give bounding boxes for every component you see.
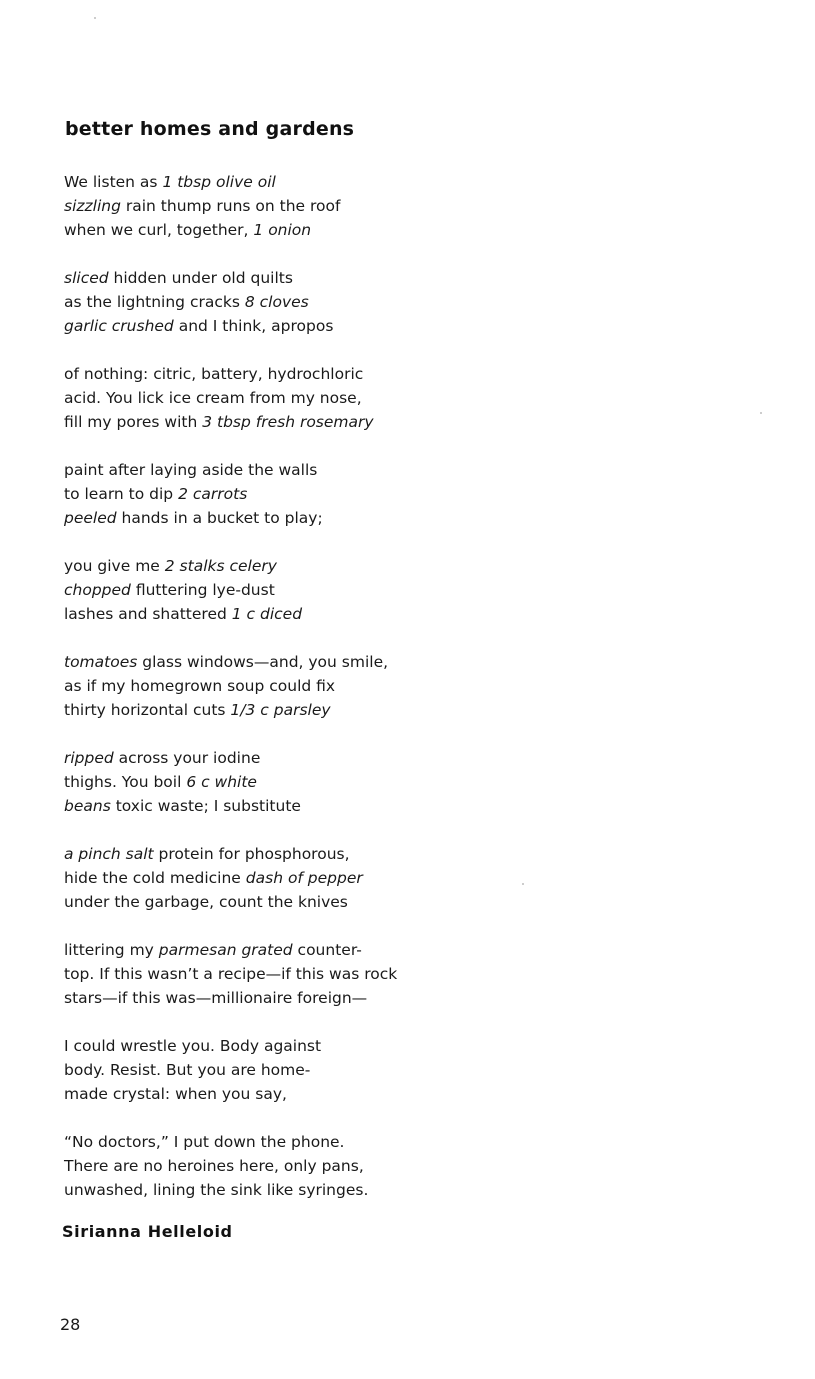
poem-stanza [64,362,444,434]
poem-text: There are no heroines here, only pans, [64,1157,364,1175]
poem-text: “No doctors,” I put down the phone. [64,1133,345,1151]
poem-line [64,650,444,674]
poem-text: unwashed, lining the sink like syringes. [64,1181,369,1199]
poem-line [64,410,444,434]
poem-text: when we curl, together, [64,221,254,239]
poem-line [64,986,444,1010]
poem-line [64,506,444,530]
poem-line [64,938,444,962]
poem-line [64,794,444,818]
poem-ingredient-text: sliced [64,269,109,287]
poem-text: stars—if this was—millionaire foreign— [64,989,368,1007]
poem-text: fill my pores with [64,413,203,431]
poem-text: body. Resist. But you are home- [64,1061,311,1079]
paper-speck [522,883,524,885]
poem-text: you give me [64,557,165,575]
poem-text: hands in a bucket to play; [116,509,323,527]
poem-ingredient-text: chopped [64,581,131,599]
poem-text: made crystal: when you say, [64,1085,287,1103]
poem-line [64,362,444,386]
paper-speck [760,412,762,414]
poem-text: hide the cold medicine [64,869,246,887]
poem-stanza [64,1034,444,1106]
poem-text: thighs. You boil [64,773,187,791]
poem-line [64,314,444,338]
poem-text: across your iodine [113,749,261,767]
poem-ingredient-text: a pinch salt [64,845,154,863]
poem-text: hidden under old quilts [108,269,293,287]
poem-ingredient-text: peeled [64,509,117,527]
poem-ingredient-text: dash of pepper [245,869,363,887]
poem-text: as if my homegrown soup could fix [64,677,336,695]
poem-text: thirty horizontal cuts [64,701,231,719]
poem-line [64,554,444,578]
poem-line [64,962,444,986]
poem-stanza [64,170,444,242]
poem-line [64,1154,444,1178]
poem-line [64,842,444,866]
poem-line [64,458,444,482]
poem-line [64,866,444,890]
poem-line [64,746,444,770]
poem-ingredient-text: 3 tbsp fresh rosemary [202,413,374,431]
poem-stanza [64,746,444,818]
poem-text: top. If this wasn’t a recipe—if this was rock [64,965,398,983]
poem-text: as the lightning cracks [64,293,245,311]
poem-text: to learn to dip [64,485,179,503]
poem-text: lashes and shattered [64,605,232,623]
poem-author: Sirianna Helleloid [62,1222,233,1241]
poem-ingredient-text: 8 cloves [244,293,309,311]
poem-stanza [64,1130,444,1202]
poem-text: of nothing: citric, battery, hydrochloric [64,365,364,383]
poem-text: protein for phosphorous, [153,845,350,863]
poem-line [64,194,444,218]
poem-stanza [64,554,444,626]
poem-ingredient-text: beans [64,797,111,815]
poem-stanza [64,842,444,914]
poem-text: rain thump runs on the roof [120,197,341,215]
poem-text: littering my [64,941,159,959]
poem-title: better homes and gardens [65,118,355,140]
poem-stanza [64,938,444,1010]
poem-text: fluttering lye-dust [130,581,275,599]
poem-line [64,1178,444,1202]
poem-text: I could wrestle you. Body against [64,1037,322,1055]
poem-line [64,578,444,602]
poem-line [64,1082,444,1106]
poem-line [64,770,444,794]
poem-ingredient-text: 2 stalks celery [164,557,277,575]
poem-ingredient-text: 1 tbsp olive oil [162,173,276,191]
poem-line [64,290,444,314]
poem-ingredient-text: ripped [64,749,114,767]
poem-line [64,1058,444,1082]
poem-text: acid. You lick ice cream from my nose, [64,389,362,407]
poem-ingredient-text: tomatoes [64,653,138,671]
poem-ingredient-text: sizzling [64,197,121,215]
poem-ingredient-text: garlic crushed [64,317,174,335]
poem-text: toxic waste; I substitute [110,797,301,815]
poem-stanza [64,266,444,338]
poem-text: We listen as [64,173,163,191]
poem-line [64,890,444,914]
poem-line [64,674,444,698]
poem-line [64,602,444,626]
poem-body [64,170,444,1226]
poem-text: paint after laying aside the walls [64,461,318,479]
poem-ingredient-text: 1 c diced [231,605,303,623]
poem-line [64,482,444,506]
poem-ingredient-text: 1 onion [253,221,312,239]
poem-line [64,266,444,290]
poem-ingredient-text: 6 c white [186,773,257,791]
poem-text: and I think, apropos [173,317,334,335]
poem-text: glass windows—and, you smile, [137,653,389,671]
poem-ingredient-text: parmesan grated [158,941,293,959]
poem-ingredient-text: 2 carrots [178,485,248,503]
paper-speck [94,17,96,19]
poem-text: under the garbage, count the knives [64,893,348,911]
page-number: 28 [60,1315,81,1334]
poem-line [64,170,444,194]
poem-line [64,698,444,722]
poem-line [64,218,444,242]
poem-line [64,386,444,410]
poem-stanza [64,458,444,530]
poem-stanza [64,650,444,722]
poem-text: counter- [292,941,362,959]
poem-line [64,1130,444,1154]
poem-line [64,1034,444,1058]
poem-ingredient-text: 1/3 c parsley [230,701,331,719]
